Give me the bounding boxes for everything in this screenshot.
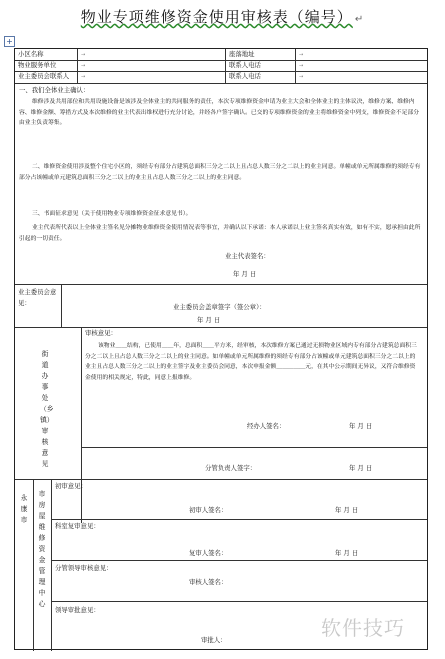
director-review-sign: 审批人： [201, 636, 227, 644]
address-label: 座落地址 [229, 50, 255, 58]
street-leader-sign: 分管负责人签字： [205, 464, 257, 472]
address-field[interactable]: → [299, 52, 304, 58]
committee-seal-sign: 业主委员会盖章签字（签公章）： [173, 303, 266, 311]
contact-phone-field[interactable]: → [299, 63, 304, 69]
fund-center-side-label-a: 永康市 [20, 494, 28, 524]
committee-opinion-label: 业主委员会意见： [18, 288, 57, 307]
street-leader-date: 年 月 日 [349, 464, 373, 472]
review-form-table [14, 48, 428, 650]
second-review-label: 科室复审意见： [55, 522, 100, 530]
first-review-sign: 初审人签名： [189, 506, 228, 514]
contact-phone-label-2: 联系人电话 [229, 72, 261, 80]
street-handler-date: 年 月 日 [349, 422, 373, 430]
district-name-label: 小区名称 [18, 50, 44, 58]
owner-para-3: 三、书面征求意见（关于使用物业专项维修资金征求意见书）。 [32, 211, 192, 217]
district-name-field[interactable]: → [81, 52, 86, 58]
title-text: 物业专项维修资金使用审核表（编号） [80, 8, 353, 26]
page-title [0, 6, 445, 27]
owner-para-1: 维修涉及共用部位和共用设施设备是该涉及全体业主的共同服务的责任，本次专项维修资金申请为业主大会和全体业主的主体议决，维修方案、维修内容、维修金额、筹措方式及本次维修的业主代表出维权进行充分讨论，并经各户签字确认。已交的专项维修资金的业主将维修资金中列支，维修资金不足部分由业主负责筹集。 [19, 99, 419, 126]
second-review-date: 年 月 日 [335, 549, 359, 557]
contact-phone-field-2[interactable]: → [299, 74, 304, 80]
committee-date: 年 月 日 [197, 316, 221, 324]
leader-review-sign: 审核人签名： [189, 578, 228, 586]
street-review-label: 审核意见： [85, 329, 117, 337]
street-office-side-label: 街道办事处（乡镇）审核意见 [40, 350, 54, 468]
fund-center-side-label: 市房屋维修资金管理中心 [38, 490, 46, 608]
owner-rep-sign: 业主代表签名： [225, 252, 270, 260]
first-review-label: 初审意见： [55, 482, 87, 490]
service-company-label: 物业服务单位 [18, 61, 57, 69]
first-review-date: 年 月 日 [335, 506, 359, 514]
street-handler-sign: 经办人签名： [247, 422, 286, 430]
owner-section-heading: 一、我们全体业主确认： [19, 86, 90, 94]
contact-phone-label: 联系人电话 [229, 61, 261, 69]
leader-review-label: 分管领导审核意见： [55, 564, 113, 572]
service-company-field[interactable]: → [81, 63, 86, 69]
watermark-text: 软件技巧 [321, 616, 405, 640]
street-review-body: 该物业＿＿结构，已使用＿＿年，总面积＿＿平方米，经审核，本次维修方案已通过无损物业区域内专有部分占建筑总面积三分之二以上且占总人数三分之二以上的业主同意。如单幢或单元所属维修的须经专有部分占该幢或单元建筑总面积三分之二以上的业主且占总人数三分之二以上的业主签字及业主委员会同意，本次申报金额＿＿＿＿＿元，在其中公示期间无异议，又符合维修资金使用的相关规定，特此，同意上报维修。 [85, 343, 417, 381]
committee-contact-field[interactable]: → [81, 74, 86, 80]
paragraph-mark-icon: ↵ [354, 14, 365, 25]
director-review-label: 领导审批意见： [55, 606, 100, 614]
committee-contact-label: 业主委员会联系人 [18, 72, 70, 80]
owner-para-2: 二、维修资金使用涉及整个住宅小区的，须经专有部分占建筑总面积三分之二以上且占总人数三分之二以上的业主同意。单幢或单元所属维修的须经专有部分占该幢或单元建筑总面积三分之二以上的业主且占总人数三分之二以上的业主同意。 [19, 164, 421, 181]
owner-para-4: 业主代表所代表以上全体业主签名见分摊物业维修资金使用情况表等事宜，并确认以下承诺：本人承诺以上业主签名真实有效，如有不实，愿承担由此所引起的一切责任。 [19, 225, 421, 242]
table-move-handle-icon[interactable]: + [4, 36, 15, 47]
owner-date: 年 月 日 [233, 270, 257, 278]
second-review-sign: 复审人签名： [189, 549, 228, 557]
